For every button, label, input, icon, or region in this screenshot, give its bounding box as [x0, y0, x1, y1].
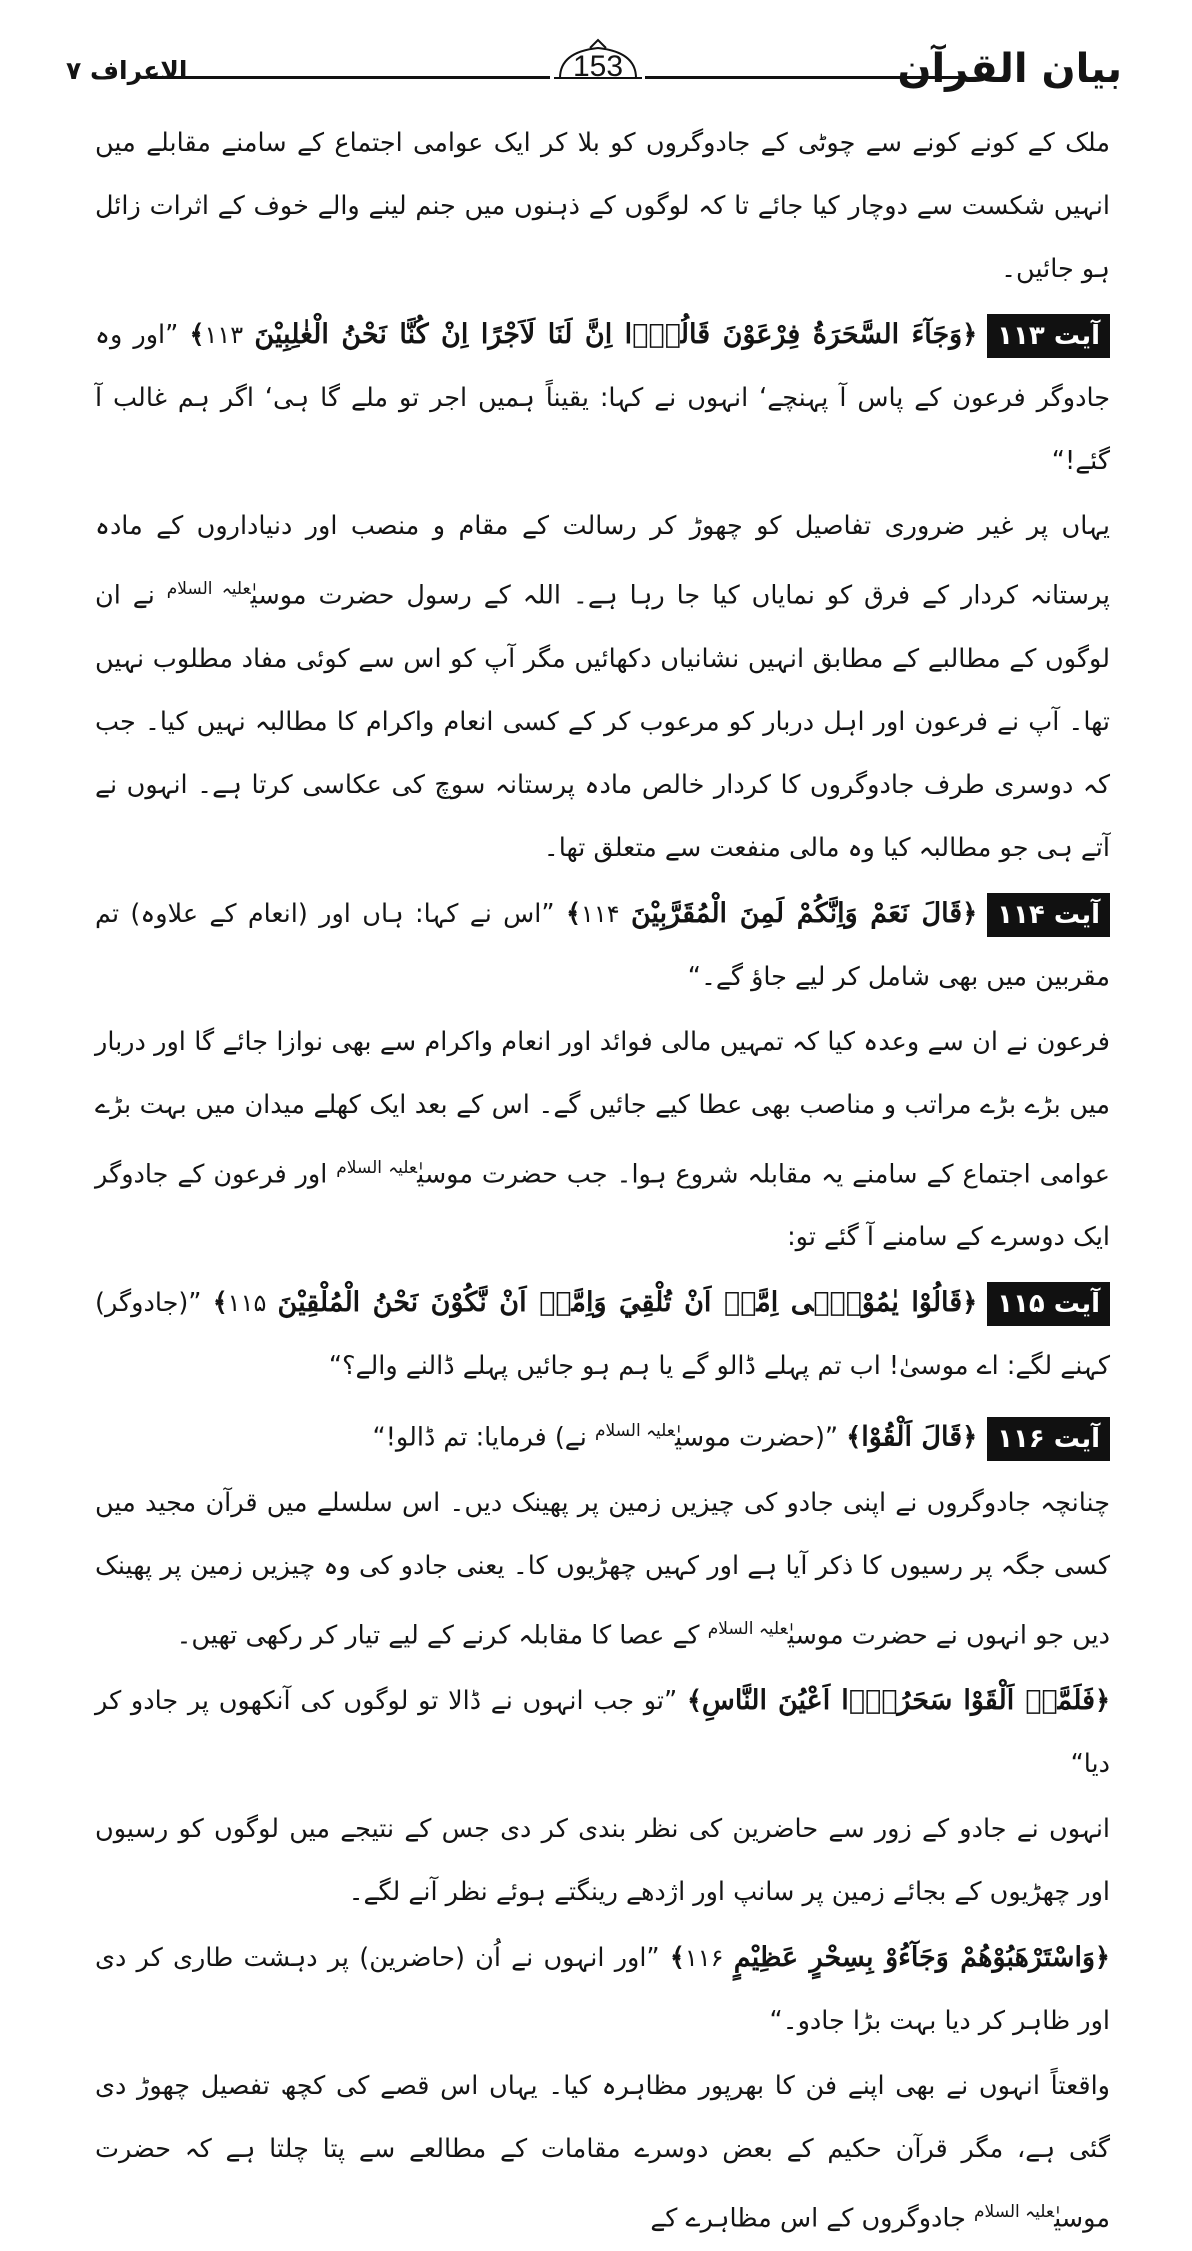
arabic-verse: فَلَمَّاۤ اَلْقَوْا سَحَرُوْۤا اَعْيُنَ النَّاسِ: [701, 1685, 1096, 1716]
verse-translation: ”تو جب انہوں نے ڈالا تو لوگوں کی آنکھوں پر جادو کر دیا“: [95, 1686, 1110, 1779]
bracket-close: ﴾: [565, 898, 581, 929]
bracket-close: ﴾: [212, 1288, 228, 1318]
paragraph-text: چنانچہ جادوگروں نے اپنی جادو کی چیزیں زمین پر پھینک دیں۔ اس سلسلے میں قرآن مجید میں کسی جگہ پر رسیوں کا ذکر آیا ہے اور کہیں چھڑیوں کا۔ یعنی جادو کی وہ چیزیں زمین پر پھینک دیں جو انہوں نے حضرت موسیٰ: [95, 1487, 1110, 1650]
page-number: 153: [572, 50, 624, 83]
arabic-verse: وَجَآءَ السَّحَرَةُ فِرْعَوْنَ قَالُوْۤا اِنَّ لَنَا لَاَجْرًا اِنْ كُنَّا نَحْنُ الْغٰلِبِيْنَ: [254, 319, 963, 350]
paragraph-commentary: [95, 495, 1110, 880]
paragraph-text: اور فرعون کے جادوگر ایک دوسرے کے سامنے آ گئے تو:: [95, 1159, 1110, 1252]
bracket-open: ﴿: [962, 320, 978, 350]
page-header: [0, 0, 1192, 110]
honorific-mark: علیہ السلام: [707, 1618, 788, 1639]
honorific-mark: علیہ السلام: [974, 2202, 1055, 2222]
verse-translation: ”اس نے کہا: ہاں اور (انعام کے علاوہ) تم مقربین میں بھی شامل کر لیے جاؤ گے۔“: [95, 898, 1110, 992]
arabic-verse: قَالَ اَلْقُوْا: [861, 1421, 963, 1453]
paragraph-commentary: [95, 1472, 1110, 1668]
page-body: [95, 112, 1110, 2251]
bracket-close: ﴾: [669, 1943, 685, 1973]
verse-block-116b: [95, 1669, 1110, 1796]
verse-block-116c: [95, 1926, 1110, 2053]
arabic-verse: قَالَ نَعَمْ وَاِنَّكُمْ لَمِنَ الْمُقَرَّبِيْنَ: [630, 897, 963, 929]
honorific-mark: علیہ السلام: [166, 579, 251, 599]
paragraph-text: ملک کے کونے کونے سے چوٹی کے جادوگروں کو بلا کر ایک عوامی اجتماع کے سامنے مقابلے میں انہیں شکست سے دوچار کیا جائے تا کہ لوگوں کے ذہنوں میں جنم لینے والے خوف کے اثرات زائل ہو جائیں۔: [95, 128, 1110, 284]
paragraph-text: جادوگروں کے اس مظاہرے کے: [650, 2203, 966, 2234]
bracket-close: ﴾: [686, 1686, 702, 1716]
paragraph-text: کے عصا کا مقابلہ کرنے کے لیے تیار کر رکھی تھیں۔: [176, 1620, 700, 1650]
bracket-open: ﴿: [962, 1422, 978, 1453]
ayah-number-mark: ۱۱۳: [204, 321, 244, 349]
ayah-number-mark: ۱۱۴: [580, 899, 620, 928]
verse-block-113: [95, 303, 1110, 493]
bracket-open: ﴿: [962, 1288, 978, 1318]
bracket-open: ﴿: [1095, 1943, 1110, 1973]
page-number-badge: [554, 38, 642, 98]
bracket-open: ﴿: [962, 898, 978, 929]
paragraph-text: یہاں پر غیر ضروری تفاصیل کو چھوڑ کر رسالت کے مقام و منصب اور دنیاداروں کے مادہ پرستانہ کردار کے فرق کو نمایاں کیا جا رہا ہے۔ اللہ کے رسول حضرت موسیٰ: [95, 511, 1111, 611]
paragraph-commentary: [95, 1798, 1110, 1924]
bracket-close: ﴾: [846, 1422, 862, 1453]
paragraph-text: فرعون نے ان سے وعدہ کیا کہ تمہیں مالی فوائد اور انعام واکرام سے بھی نوازا جائے گا اور دربار میں بڑے بڑے مراتب و مناصب بھی عطا کیے جائیں گے۔ اس کے بعد ایک کھلے میدان میں بہت بڑے عوامی اجتماع کے سامنے یہ مقابلہ شروع ہوا۔ جب حضرت موسیٰ: [95, 1026, 1111, 1189]
ayah-label: آیت ۱۱۴: [987, 893, 1110, 937]
verse-block-116: [95, 1400, 1110, 1470]
bracket-open: ﴿: [1095, 1686, 1111, 1716]
arabic-verse: قَالُوْا يٰمُوْسٰۤى اِمَّاۤ اَنْ تُلْقِيَ وَاِمَّاۤ اَنْ نَّكُوْنَ نَحْنُ الْمُلْقِيْنَ: [277, 1287, 963, 1318]
verse-translation: ”اور انہوں نے اُن (حاضرین) پر دہشت طاری کر دی اور ظاہر کر دیا بہت بڑا جادو۔“: [95, 1943, 1110, 2036]
honorific-mark: علیہ السلام: [594, 1421, 675, 1441]
verse-block-115: [95, 1271, 1110, 1398]
arabic-verse: وَاسْتَرْهَبُوْهُمْ وَجَآءُوْ بِسِحْرٍ عَظِيْمٍ: [733, 1942, 1096, 1973]
verse-translation: ”(حضرت موسیٰ: [675, 1422, 839, 1453]
surah-name: الاعراف ۷: [66, 56, 188, 85]
verse-translation: ”(جادوگر) کہنے لگے: اے موسیٰ! اب تم پہلے ڈالو گے یا ہم ہو جائیں پہلے ڈالنے والے؟“: [95, 1288, 1110, 1381]
honorific-mark: علیہ السلام: [336, 1157, 418, 1178]
header-rule-left: [150, 76, 550, 79]
verse-block-114: [95, 882, 1110, 1009]
book-title: بیان القرآن: [897, 46, 1122, 92]
ayah-number-mark: ۱۱۵: [227, 1289, 267, 1317]
paragraph-commentary: [95, 2055, 1110, 2251]
paragraph-commentary: [95, 1011, 1110, 1270]
bracket-close: ﴾: [189, 320, 205, 350]
ayah-label: آیت ۱۱۵: [987, 1282, 1110, 1326]
verse-translation: نے) فرمایا: تم ڈالو!“: [372, 1422, 587, 1453]
paragraph-intro: [95, 112, 1110, 301]
ayah-number-mark: ۱۱۶: [684, 1944, 724, 1972]
ayah-label: آیت ۱۱۳: [987, 314, 1110, 358]
ayah-label: آیت ۱۱۶: [987, 1417, 1110, 1461]
paragraph-text: نے ان لوگوں کے مطالبے کے مطابق انہیں نشانیاں دکھائیں مگر آپ کو اس سے کوئی مفاد مطلوب نہیں تھا۔ آپ نے فرعون اور اہل دربار کو مرعوب کر کے کسی انعام واکرام کا مطالبہ نہیں کیا۔ جب کہ دوسری طرف جادوگروں کا کردار خالص مادہ پرستانہ سوچ کی عکاسی کرتا ہے۔ انہوں نے آتے ہی جو مطالبہ کیا وہ مالی منفعت سے متعلق تھا۔: [95, 580, 1110, 863]
paragraph-text: واقعتاً انہوں نے بھی اپنے فن کا بھرپور مظاہرہ کیا۔ یہاں اس قصے کی کچھ تفصیل چھوڑ دی گئی ہے، مگر قرآن حکیم کے بعض دوسرے مقامات کے مطالعے سے پتا چلتا ہے کہ حضرت موسیٰ: [95, 2071, 1110, 2234]
verse-translation: ”اور وہ جادوگر فرعون کے پاس آ پہنچے‘ انہوں نے کہا: یقیناً ہمیں اجر تو ملے گا ہی‘ اگر ہم غالب آ گئے!“: [95, 320, 1110, 476]
paragraph-text: انہوں نے جادو کے زور سے حاضرین کی نظر بندی کر دی جس کے نتیجے میں لوگوں کو رسیوں اور چھڑیوں کے بجائے زمین پر سانپ اور اژدھے رینگتے ہوئے نظر آنے لگے۔: [95, 1814, 1110, 1907]
